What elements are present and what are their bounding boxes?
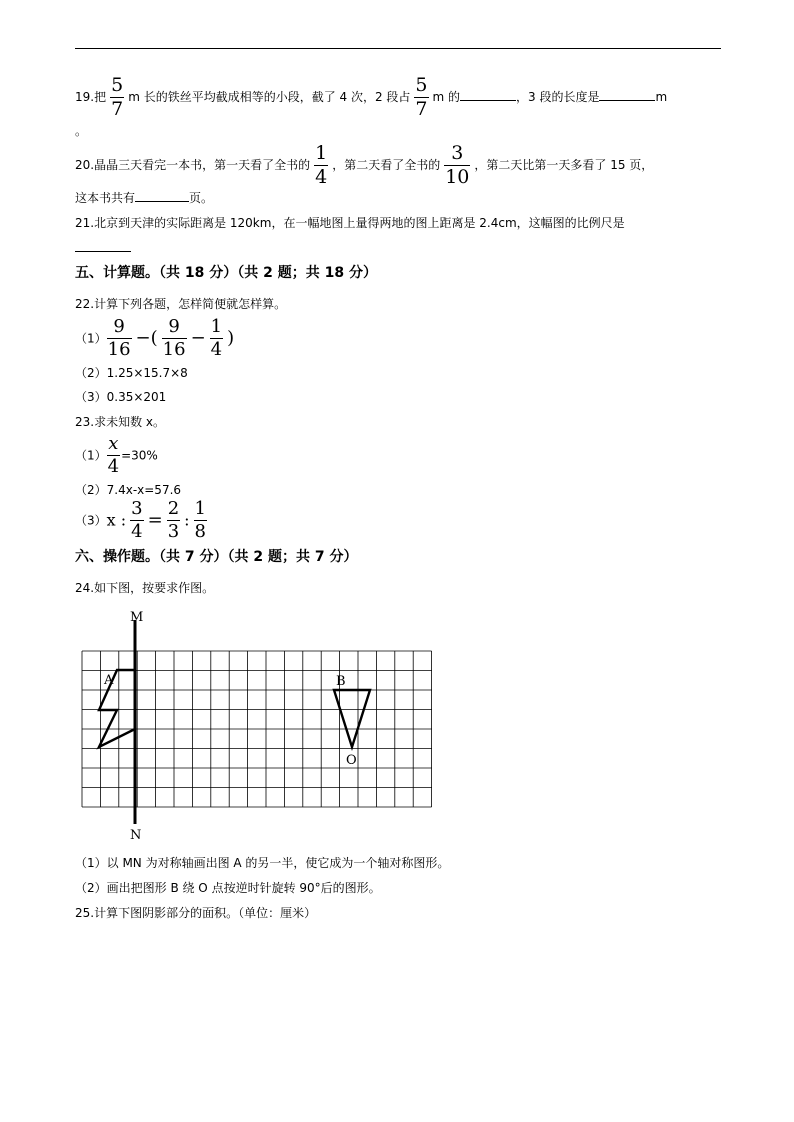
q23-part-3	[75, 500, 211, 541]
part-label: （1）	[75, 448, 107, 463]
numerator: x	[108, 433, 119, 454]
fraction-3-10	[444, 144, 470, 187]
numerator: 3	[131, 498, 143, 519]
question-21: 21.北京到天津的实际距离是 120km，在一幅地图上量得两地的图上距离是 2.4cm，这幅图的比例尺是	[75, 216, 625, 230]
label-a: A	[104, 673, 114, 688]
fraction-1-8	[194, 500, 207, 541]
answer-blank[interactable]	[460, 100, 516, 101]
q20-text-2: ，第二天看了全书的	[332, 158, 441, 172]
q19-period: 。	[75, 124, 88, 138]
denominator: 7	[111, 98, 124, 120]
fraction-5-7	[110, 76, 124, 119]
q20-text-3: ，第二天比第一天多看了 15 页，	[474, 158, 654, 172]
variable: x :	[106, 510, 127, 530]
q19-number: 19.把	[75, 90, 107, 104]
part-label: （3）	[75, 513, 107, 528]
q22-part-3: （3）0.35×201	[75, 390, 167, 404]
numerator: 5	[111, 74, 124, 96]
numerator: 1	[315, 142, 328, 164]
label-n: N	[130, 828, 142, 843]
q24-part-1: （1）以 MN 为对称轴画出图 A 的另一半，使它成为一个轴对称图形。	[75, 856, 450, 870]
header-rule	[75, 48, 721, 49]
label-m: M	[130, 610, 144, 625]
numerator: 1	[194, 498, 206, 519]
equation-tail: =30%	[121, 448, 158, 463]
q20-text-4: 这本书共有	[75, 191, 136, 205]
numerator: 9	[113, 316, 125, 337]
operator: −	[190, 327, 206, 349]
numerator: 9	[168, 316, 180, 337]
denominator: 4	[315, 166, 328, 188]
answer-blank[interactable]	[599, 100, 655, 101]
part-label: （1）	[75, 331, 107, 346]
numerator: 1	[210, 316, 223, 337]
q24-part-2: （2）画出把图形 B 绕 O 点按逆时针旋转 90°后的图形。	[75, 881, 381, 895]
q24-title: 24.如下图，按要求作图。	[75, 581, 215, 595]
q20-text-5: 页。	[189, 191, 214, 205]
answer-blank[interactable]	[75, 236, 131, 252]
numerator: 2	[167, 498, 180, 519]
denominator: 10	[445, 166, 470, 188]
label-b: B	[336, 674, 346, 689]
fraction-3-4	[130, 500, 143, 541]
fraction-1-4	[210, 318, 223, 359]
fraction-9-16	[107, 318, 132, 359]
q19-text-3: ，3 段的长度是	[516, 90, 600, 104]
q23-part-1	[75, 435, 158, 476]
denominator: 7	[415, 98, 428, 120]
q23-part-2: （2）7.4x-x=57.6	[75, 483, 182, 497]
operator: −(	[135, 327, 158, 349]
grid-figure	[78, 606, 448, 846]
q25-title: 25.计算下图阴影部分的面积。（单位：厘米）	[75, 906, 317, 920]
numerator: 5	[415, 74, 428, 96]
operator: =	[147, 509, 163, 531]
q20-text-1: 20.晶晶三天看完一本书，第一天看了全书的	[75, 158, 311, 172]
fraction-5-7	[414, 76, 428, 119]
q22-title: 22.计算下列各题，怎样简便就怎样算。	[75, 297, 287, 311]
denominator: 8	[194, 521, 206, 542]
denominator: 3	[167, 521, 180, 542]
q22-part-1	[75, 318, 234, 359]
operator: :	[184, 510, 190, 530]
question-20	[75, 144, 653, 187]
answer-blank[interactable]	[135, 201, 189, 202]
fraction-2-3	[167, 500, 180, 541]
q19-text-4: m	[655, 90, 668, 104]
q20-line-2	[75, 189, 213, 206]
denominator: 4	[210, 339, 223, 360]
q23-title: 23.求未知数 x。	[75, 415, 166, 429]
q22-part-2: （2）1.25×15.7×8	[75, 366, 188, 380]
label-o: O	[346, 753, 357, 768]
section-heading-5: 五、计算题。（共 18 分）（共 2 题；共 18 分）	[75, 265, 377, 281]
section-heading-6: 六、操作题。（共 7 分）（共 2 题；共 7 分）	[75, 549, 358, 565]
operator: )	[227, 327, 235, 349]
q19-text-2: m 的	[432, 90, 461, 104]
q19-text-1: m 长的铁丝平均截成相等的小段，截了 4 次，2 段占	[128, 90, 411, 104]
question-19	[75, 76, 667, 119]
fraction-x-4	[107, 435, 120, 476]
fraction-1-4	[314, 144, 328, 187]
denominator: 4	[107, 456, 120, 477]
denominator: 16	[107, 339, 131, 360]
numerator: 3	[451, 142, 464, 164]
denominator: 4	[131, 521, 143, 542]
fraction-9-16	[162, 318, 187, 359]
denominator: 16	[162, 339, 186, 360]
